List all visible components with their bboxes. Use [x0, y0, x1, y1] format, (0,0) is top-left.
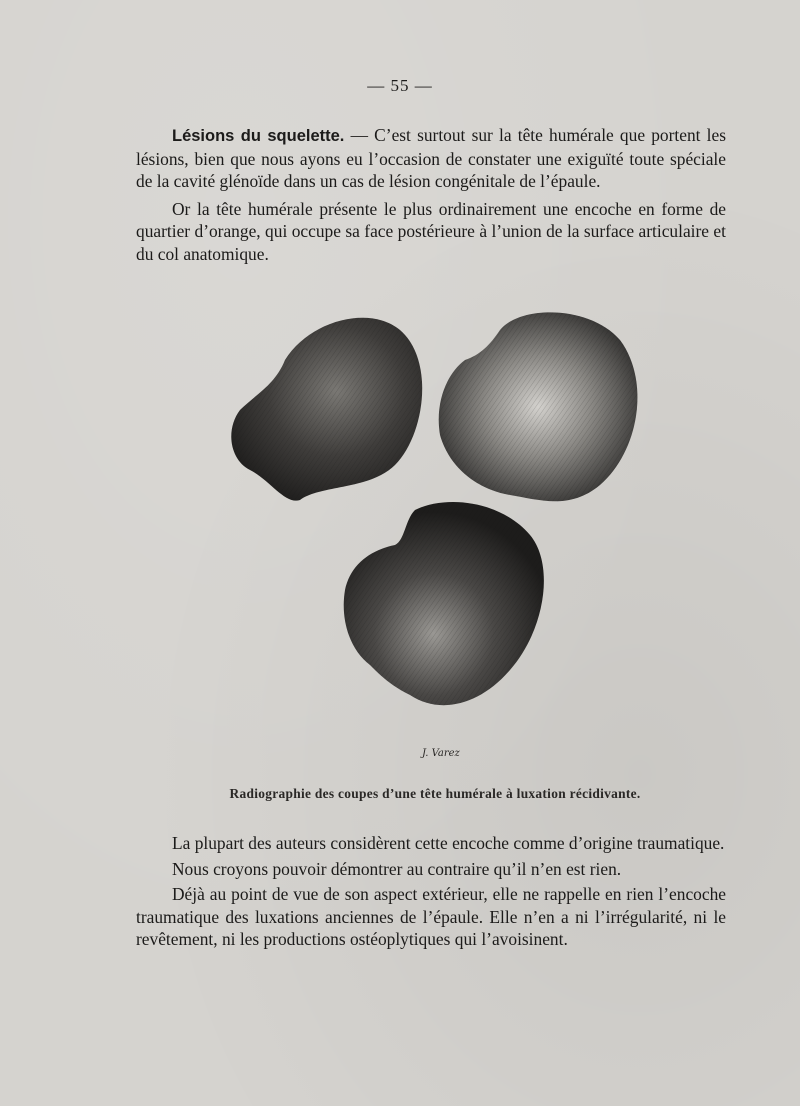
- radiograph-image: [200, 300, 670, 730]
- paragraph-tete-humerale: Or la tête humérale présente le plus ordinairement une encoche en forme de quartier d’orange, qui occupe sa face postérieure à l’union de la surface articulaire et du col anatomique.: [136, 198, 726, 264]
- bone-section-left: [231, 318, 422, 501]
- figure-caption: Radiographie des coupes d’une tête humérale à luxation récidivante.: [229, 786, 641, 801]
- artist-signature: J. Varez: [422, 748, 460, 759]
- bone-section-right: [439, 312, 638, 501]
- bone-section-bottom: [344, 502, 544, 705]
- paragraph-origine: La plupart des auteurs considèrent cette encoche comme d’origine traumatique.: [172, 833, 725, 853]
- conclusion-text: [136, 832, 726, 951]
- paragraph-aspect: Déjà au point de vue de son aspect extérieur, elle ne rappelle en rien l’encoche traumatique des luxations anciennes de l’épaule. Elle n’en a ni l’irrégularité, ni le revêtement, ni les productions ostéoplytiques qui l’avoisinent.: [136, 884, 726, 949]
- intro-text: [136, 124, 726, 265]
- paragraph-text: — C’est surtout sur la tête humérale que portent les lésions, bien que nous ayons eu l’occasion de constater une exiguïté toute spéciale de la cavité glénoïde dans un cas de lésion congénitale de l’épaule.: [136, 125, 727, 191]
- paragraph-demontrer: Nous croyons pouvoir démontrer au contraire qu’il n’en est rien.: [172, 858, 622, 879]
- section-heading: Lésions du squelette.: [172, 127, 345, 145]
- radiograph-figure: [200, 300, 670, 730]
- page-number: — 55 —: [367, 76, 433, 95]
- paragraph-lesions: [136, 124, 726, 193]
